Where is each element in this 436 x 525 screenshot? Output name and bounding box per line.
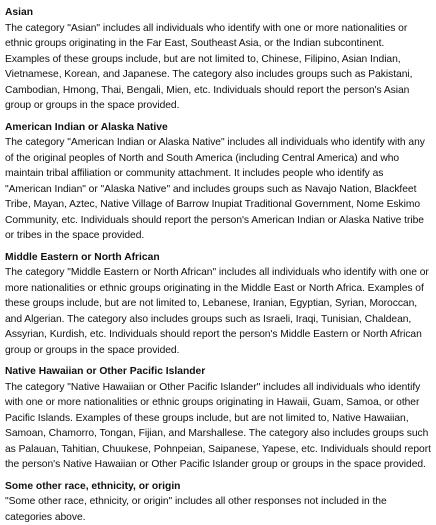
section-heading: Asian <box>5 5 431 21</box>
section-heading: Middle Eastern or North African <box>5 250 431 266</box>
section-heading: Native Hawaiian or Other Pacific Islander <box>5 364 431 380</box>
section-asian <box>5 5 431 114</box>
section-middle-eastern-or-north-african <box>5 250 431 359</box>
section-heading: Some other race, ethnicity, or origin <box>5 479 431 495</box>
section-heading: American Indian or Alaska Native <box>5 120 431 136</box>
section-description: The category "Middle Eastern or North African" includes all individuals who identify with one or more nationalities or ethnic groups originating in the Middle East or North Africa. Examples of these groups include, but are not limited to, Lebanese, Iranian, Egyptian, Syrian, Moroccan, and Algerian. The category also includes groups such as Israeli, Iraqi, Tunisian, Chaldean, Assyrian, Kurdish, etc. Individuals should report the person's Middle Eastern or North African group or groups in the space provided. <box>5 265 431 358</box>
section-description: "Some other race, ethnicity, or origin" includes all other responses not included in the categories above. <box>5 494 431 525</box>
section-description: The category "American Indian or Alaska Native" includes all individuals who identify with any of the original peoples of North and South America (including Central America) and who maintain tribal affiliation or community attachment. It includes people who identify as "American Indian" or "Alaska Native" and includes groups such as Navajo Nation, Blackfeet Tribe, Mayan, Aztec, Native Village of Barrow Inupiat Traditional Government, Nome Eskimo Community, etc. Individuals should report the person's American Indian or Alaska Native tribe or tribes in the space provided. <box>5 135 431 244</box>
section-description: The category "Native Hawaiian or Other Pacific Islander" includes all individuals who identify with one or more nationalities or ethnic groups originating in Hawaii, Guam, Samoa, or other Pacific Islands. Examples of these groups include, but are not limited to, Native Hawaiian, Samoan, Chamorro, Tongan, Fijian, and Marshallese. The category also includes groups such as Palauan, Tahitian, Chuukese, Pohnpeian, Saipanese, Yapese, etc. Individuals should report the person's Native Hawaiian or Other Pacific Islander group or groups in the space provided. <box>5 380 431 473</box>
section-native-hawaiian-or-other-pacific-islander <box>5 364 431 473</box>
section-some-other-race <box>5 479 431 525</box>
section-description: The category "Asian" includes all individuals who identify with one or more nationalities or ethnic groups originating in the Far East, Southeast Asia, or the Indian subcontinent. Examples of these groups include, but are not limited to, Chinese, Filipino, Asian Indian, Vietnamese, Korean, and Japanese. The category also includes groups such as Pakistani, Cambodian, Hmong, Thai, Bengali, Mien, etc. Individuals should report the person's Asian group or groups in the space provided. <box>5 21 431 114</box>
section-american-indian-or-alaska-native <box>5 120 431 244</box>
